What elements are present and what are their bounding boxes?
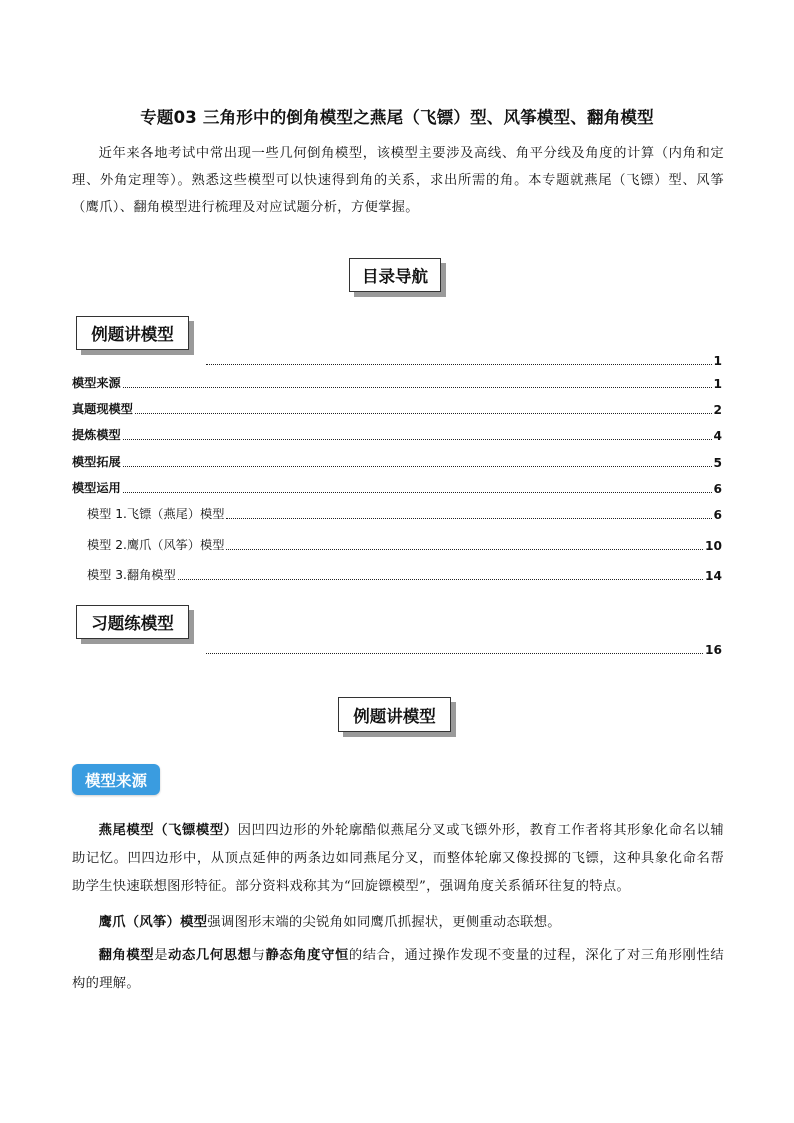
toc-label: 真题现模型 — [72, 402, 133, 416]
toc-leader — [178, 578, 703, 580]
toc-label: 模型 2.鹰爪（风筝）模型 — [87, 538, 225, 552]
toc-leader — [226, 548, 703, 550]
toc-page: 6 — [713, 482, 722, 496]
paragraph-text: 与 — [251, 948, 266, 963]
toc-page: 1 — [713, 354, 722, 368]
toc-row-section1[interactable] — [204, 352, 722, 368]
term-flip-angle: 翻角模型 — [98, 948, 155, 963]
paragraph-eagle-claw — [72, 909, 724, 937]
toc-label: 模型来源 — [72, 376, 121, 390]
term-eagle-claw: 鹰爪（风筝）模型 — [98, 915, 208, 930]
toc-page: 1 — [713, 377, 722, 391]
paragraph-text: 强调图形末端的尖锐角如同鹰爪抓握状，更侧重动态联想。 — [207, 915, 561, 930]
toc-leader — [226, 517, 711, 519]
toc-row-extend[interactable] — [72, 454, 722, 470]
toc-leader — [123, 465, 712, 467]
paragraph-text: 因凹四边形的外轮廓酷似燕尾分叉或飞镖外形，教育工作者将其形象化命名以辅助记忆。凹四边形中，从顶点延伸的两条边如同燕尾分叉，而整体轮廓又像投掷的飞镖，这种具象化命名帮助学生快速联想图形特征。部分资料戏称其为“回旋镖模型”，强调角度关系循环往复的特点。 — [72, 823, 725, 894]
toc-leader — [123, 491, 712, 493]
term-dynamic-geometry: 动态几何思想 — [168, 948, 252, 963]
toc-label: 模型 1.飞镖（燕尾）模型 — [87, 507, 225, 521]
toc-row-model-3[interactable] — [87, 567, 722, 583]
toc-label: 模型运用 — [72, 481, 121, 495]
toc-row-apply[interactable] — [72, 480, 722, 496]
toc-label: 提炼模型 — [72, 428, 121, 442]
toc-page: 6 — [713, 508, 722, 522]
intro-paragraph: 近年来各地考试中常出现一些几何倒角模型，该模型主要涉及高线、角平分线及角度的计算（内角和定理、外角定理等）。熟悉这些模型可以快速得到角的关系，求出所需的角。本专题就燕尾（飞镖）型、风筝（鹰爪）、翻角模型进行梳理及对应试题分析，方便掌握。 — [72, 146, 724, 215]
paragraph-flip-angle — [72, 942, 724, 998]
toc-label: 模型 3.翻角模型 — [87, 568, 176, 582]
section-heading-label: 例题讲模型 — [353, 706, 436, 726]
toc-page: 10 — [705, 539, 722, 553]
toc-leader — [123, 438, 712, 440]
section-heading-example — [338, 697, 451, 732]
toc-row-model-2[interactable] — [87, 537, 722, 553]
model-source-tag-label: 模型来源 — [84, 771, 147, 790]
toc-page: 16 — [705, 643, 722, 657]
model-source-tag — [72, 764, 160, 795]
paragraph-text: 是 — [154, 948, 169, 963]
toc-heading — [349, 258, 441, 292]
toc-heading-label: 目录导航 — [362, 267, 428, 286]
toc-leader — [135, 412, 712, 414]
toc-page: 5 — [713, 456, 722, 470]
document-title: 专题03 三角形中的倒角模型之燕尾（飞镖）型、风筝模型、翻角模型 — [140, 108, 654, 127]
toc-section-example-label: 例题讲模型 — [91, 325, 174, 344]
toc-label: 模型拓展 — [72, 455, 121, 469]
toc-section-example-heading — [76, 316, 189, 350]
toc-row-model-1[interactable] — [87, 506, 722, 522]
toc-section-exercise-label: 习题练模型 — [91, 614, 174, 633]
term-static-angle: 静态角度守恒 — [265, 948, 349, 963]
paragraph-swallowtail — [72, 817, 724, 901]
toc-row-refine[interactable] — [72, 427, 722, 443]
toc-leader — [206, 652, 703, 654]
toc-page: 14 — [705, 569, 722, 583]
toc-row-section2[interactable] — [204, 641, 722, 657]
toc-row-real-exam[interactable] — [72, 401, 722, 417]
term-swallowtail: 燕尾模型（飞镖模型） — [98, 823, 238, 838]
toc-section-exercise-heading — [76, 605, 189, 639]
toc-leader — [206, 363, 712, 365]
paragraph-text: 的结合，通过操作发现不变量的过程，深化了对三角形刚性结构的理解。 — [72, 948, 724, 991]
toc-page: 4 — [713, 429, 722, 443]
toc-page: 2 — [713, 403, 722, 417]
toc-leader — [123, 386, 712, 388]
toc-row-model-source[interactable] — [72, 375, 722, 391]
